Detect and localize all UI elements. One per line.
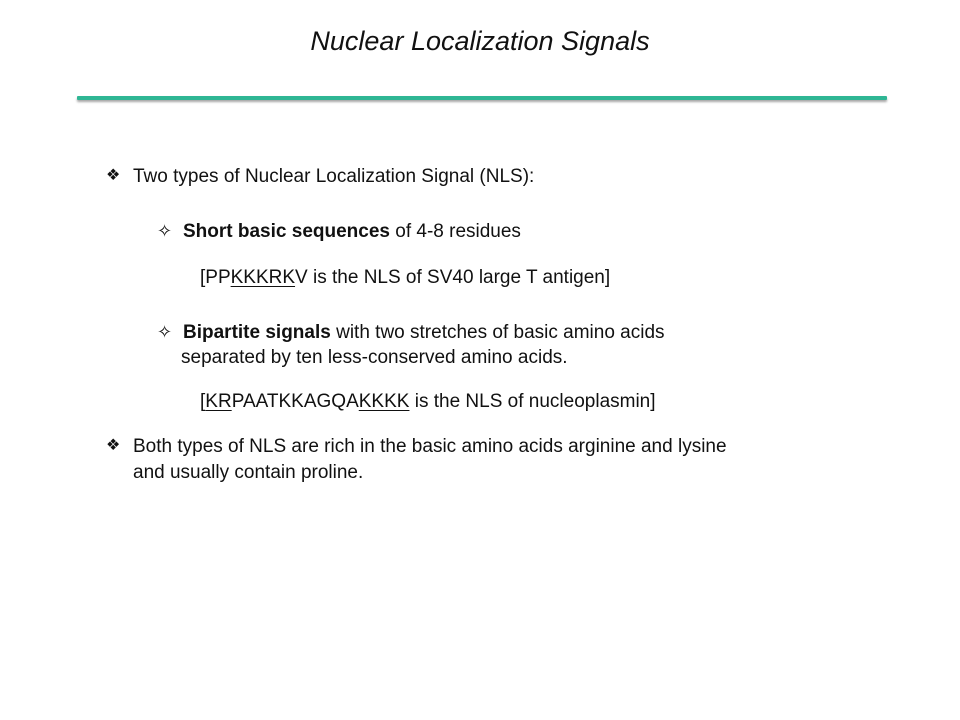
- sub-point-2-bold: Bipartite signals: [183, 322, 331, 343]
- point-2-line1: Both types of NLS are rich in the basic amino acids arginine and lysine: [133, 436, 727, 457]
- example-1-underlined: KKKRK: [230, 267, 296, 288]
- sub-point-2-text: [183, 319, 665, 347]
- sub-point-1-rest: of 4-8 residues: [389, 221, 521, 242]
- sub-point-2-example: [200, 388, 656, 416]
- point-2-line2: and usually contain proline.: [133, 462, 364, 483]
- sub-point-1-bold: Short basic sequences: [183, 221, 390, 242]
- sub-point-1-example: [200, 264, 610, 292]
- sub-point-2-rest: with two stretches of basic amino acids: [330, 322, 665, 343]
- example-2-close: is the NLS of nucleoplasmin]: [409, 391, 656, 412]
- bullet-diamond-icon: ❖: [106, 437, 121, 454]
- point-1-text: Two types of Nuclear Localization Signal (NLS):: [133, 166, 535, 187]
- example-2-underlined-2: KKKK: [358, 391, 410, 412]
- example-1-open: [PP: [200, 267, 231, 288]
- example-2-open: [: [200, 391, 206, 412]
- bullet-diamond-icon: ❖: [106, 167, 121, 184]
- sub-point-1-text: [183, 218, 521, 246]
- title-divider: [77, 96, 887, 100]
- slide-title: Nuclear Localization Signals: [310, 26, 650, 56]
- example-2-underlined-1: KR: [205, 391, 232, 412]
- sub-bullet-star-icon: ✧: [157, 221, 173, 241]
- example-2-middle: PAATKKAGQA: [231, 391, 359, 412]
- sub-point-2-line2: separated by ten less-conserved amino acids.: [181, 347, 568, 368]
- sub-bullet-star-icon: ✧: [157, 322, 173, 342]
- example-1-close: V is the NLS of SV40 large T antigen]: [295, 267, 611, 288]
